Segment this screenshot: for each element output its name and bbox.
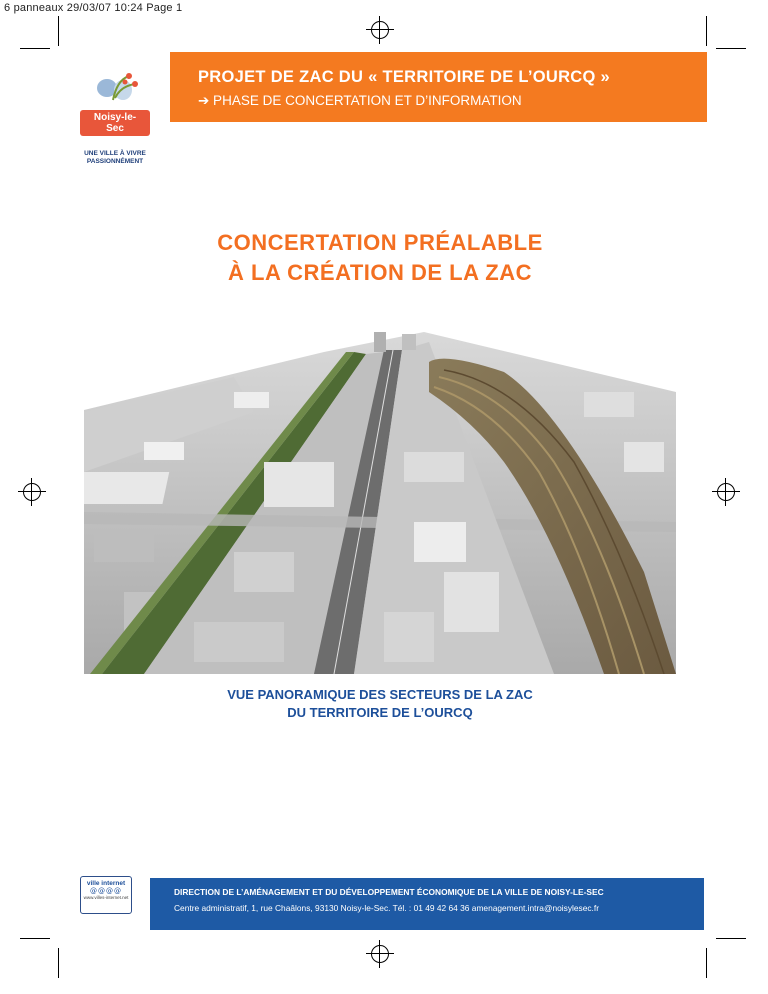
crop-mark xyxy=(716,48,746,49)
header-banner xyxy=(170,52,707,122)
registration-mark-bottom xyxy=(366,940,394,968)
main-title-line-2: À LA CRÉATION DE LA ZAC xyxy=(228,260,532,285)
crop-mark xyxy=(58,16,59,46)
footer-contact: Centre administratif, 1, rue Chaâlons, 93130 Noisy-le-Sec. Tél. : 01 49 42 64 36 amenagement.intra@noisylesec.fr xyxy=(174,903,599,913)
aerial-panorama-image xyxy=(84,332,676,674)
crop-mark xyxy=(706,16,707,46)
crop-mark xyxy=(20,938,50,939)
print-slug: 6 panneaux 29/03/07 10:24 Page 1 xyxy=(4,2,183,14)
crop-mark xyxy=(716,938,746,939)
footer-department: DIRECTION DE L’AMÉNAGEMENT ET DU DÉVELOPPEMENT ÉCONOMIQUE DE LA VILLE DE NOISY-LE-SEC xyxy=(174,887,604,897)
main-title-line-1: CONCERTATION PRÉALABLE xyxy=(217,230,543,255)
logo-tagline-2: PASSIONNÉMENT xyxy=(86,158,144,165)
badge-url: www.villes-internet.net xyxy=(83,895,129,900)
banner-subtitle: ➔ PHASE DE CONCERTATION ET D’INFORMATION xyxy=(198,93,522,108)
logo-tagline-1: UNE VILLE À VIVRE xyxy=(84,150,146,157)
logo-name: Noisy-le-Sec xyxy=(80,110,150,136)
banner-title: PROJET DE ZAC DU « TERRITOIRE DE L’OURCQ » xyxy=(198,68,611,86)
badge-title: ville internet xyxy=(86,880,126,887)
registration-mark-left xyxy=(18,478,46,506)
crop-mark xyxy=(706,948,707,978)
caption-line-2: DU TERRITOIRE DE L’OURCQ xyxy=(287,705,473,720)
noisy-le-sec-logo xyxy=(80,70,150,166)
badge-rating-icons: @@@@ xyxy=(90,887,122,895)
image-caption xyxy=(150,686,610,722)
crop-mark xyxy=(58,948,59,978)
crop-mark xyxy=(20,48,50,49)
registration-mark-right xyxy=(712,478,740,506)
footer-banner xyxy=(150,878,704,930)
ville-internet-badge xyxy=(80,876,132,914)
registration-mark-top xyxy=(366,16,394,44)
caption-line-1: VUE PANORAMIQUE DES SECTEURS DE LA ZAC xyxy=(227,687,533,702)
flower-icon xyxy=(85,70,145,110)
main-title xyxy=(150,228,610,288)
